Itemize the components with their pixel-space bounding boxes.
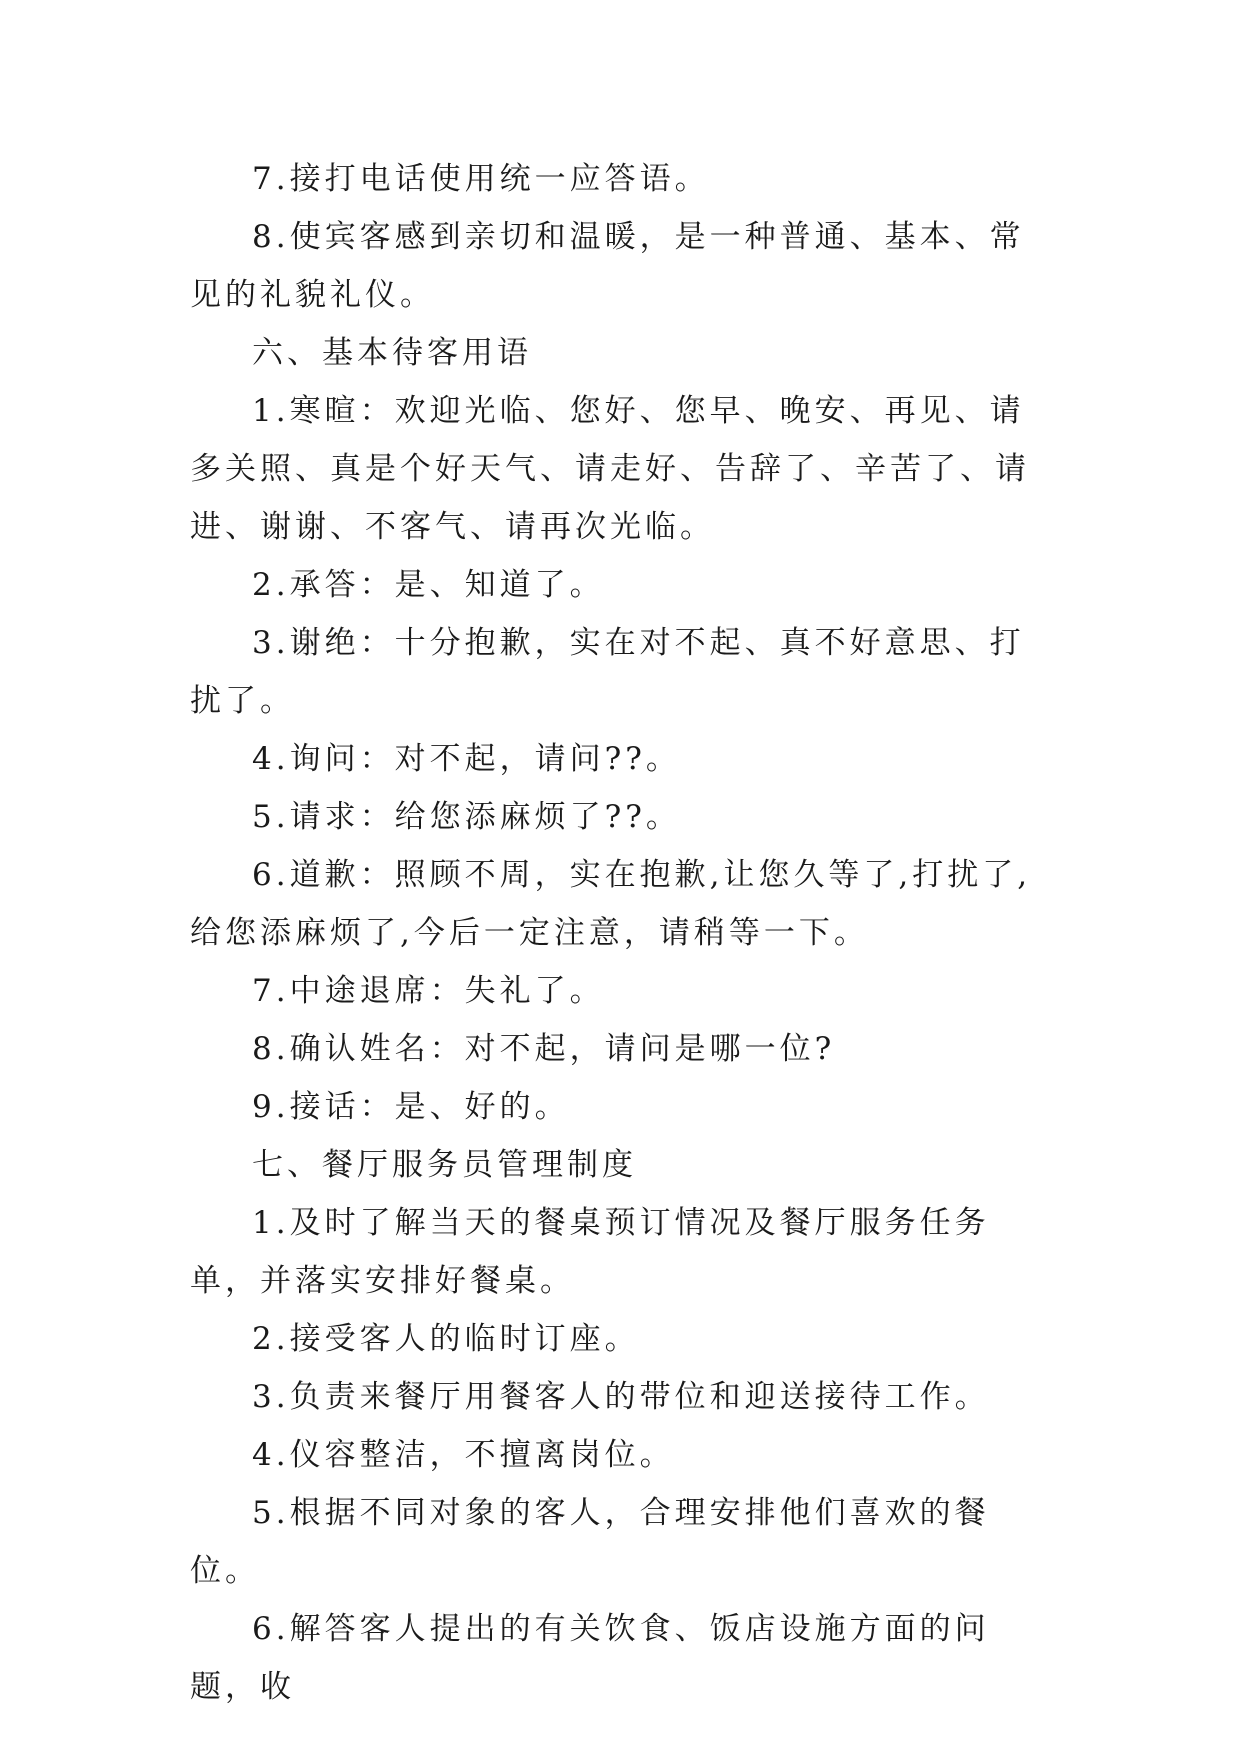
paragraph-apology: 6.道歉：照顾不周，实在抱歉,让您久等了,打扰了,给您添麻烦了,今后一定注意，请稍等一下。 xyxy=(190,857,1032,951)
paragraph-questions: 6.解答客人提出的有关饮食、饭店设施方面的问题，收 xyxy=(190,1611,990,1705)
paragraph-decline: 3.谢绝：十分抱歉，实在对不起、真不好意思、打扰了。 xyxy=(190,625,1025,719)
paragraph-temporary-booking: 2.接受客人的临时订座。 xyxy=(252,1321,640,1357)
paragraph-inquiry: 4.询问：对不起，请问??。 xyxy=(252,741,681,777)
paragraph-leaving: 7.中途退席：失礼了。 xyxy=(252,973,605,1009)
section-heading-7: 七、餐厅服务员管理制度 xyxy=(252,1147,637,1183)
paragraph-appearance: 4.仪容整洁，不擅离岗位。 xyxy=(252,1437,675,1473)
paragraph-item-7-phone: 7.接打电话使用统一应答语。 xyxy=(252,161,710,197)
paragraph-greeting: 1.寒暄：欢迎光临、您好、您早、晚安、再见、请多关照、真是个好天气、请走好、告辞了、辛苦了、请进、谢谢、不客气、请再次光临。 xyxy=(190,393,1030,545)
section-heading-6: 六、基本待客用语 xyxy=(252,335,532,371)
paragraph-reply: 9.接话：是、好的。 xyxy=(252,1089,570,1125)
paragraph-reservation: 1.及时了解当天的餐桌预订情况及餐厅服务任务单，并落实安排好餐桌。 xyxy=(190,1205,990,1299)
paragraph-request: 5.请求：给您添麻烦了??。 xyxy=(252,799,681,835)
paragraph-confirm-name: 8.确认姓名：对不起，请问是哪一位? xyxy=(252,1031,836,1067)
document-body xyxy=(190,150,1052,1716)
paragraph-seating: 5.根据不同对象的客人，合理安排他们喜欢的餐位。 xyxy=(190,1495,990,1589)
paragraph-reception: 3.负责来餐厅用餐客人的带位和迎送接待工作。 xyxy=(252,1379,990,1415)
paragraph-item-8-etiquette: 8.使宾客感到亲切和温暖，是一种普通、基本、常见的礼貌礼仪。 xyxy=(190,219,1025,313)
paragraph-acknowledge: 2.承答：是、知道了。 xyxy=(252,567,605,603)
